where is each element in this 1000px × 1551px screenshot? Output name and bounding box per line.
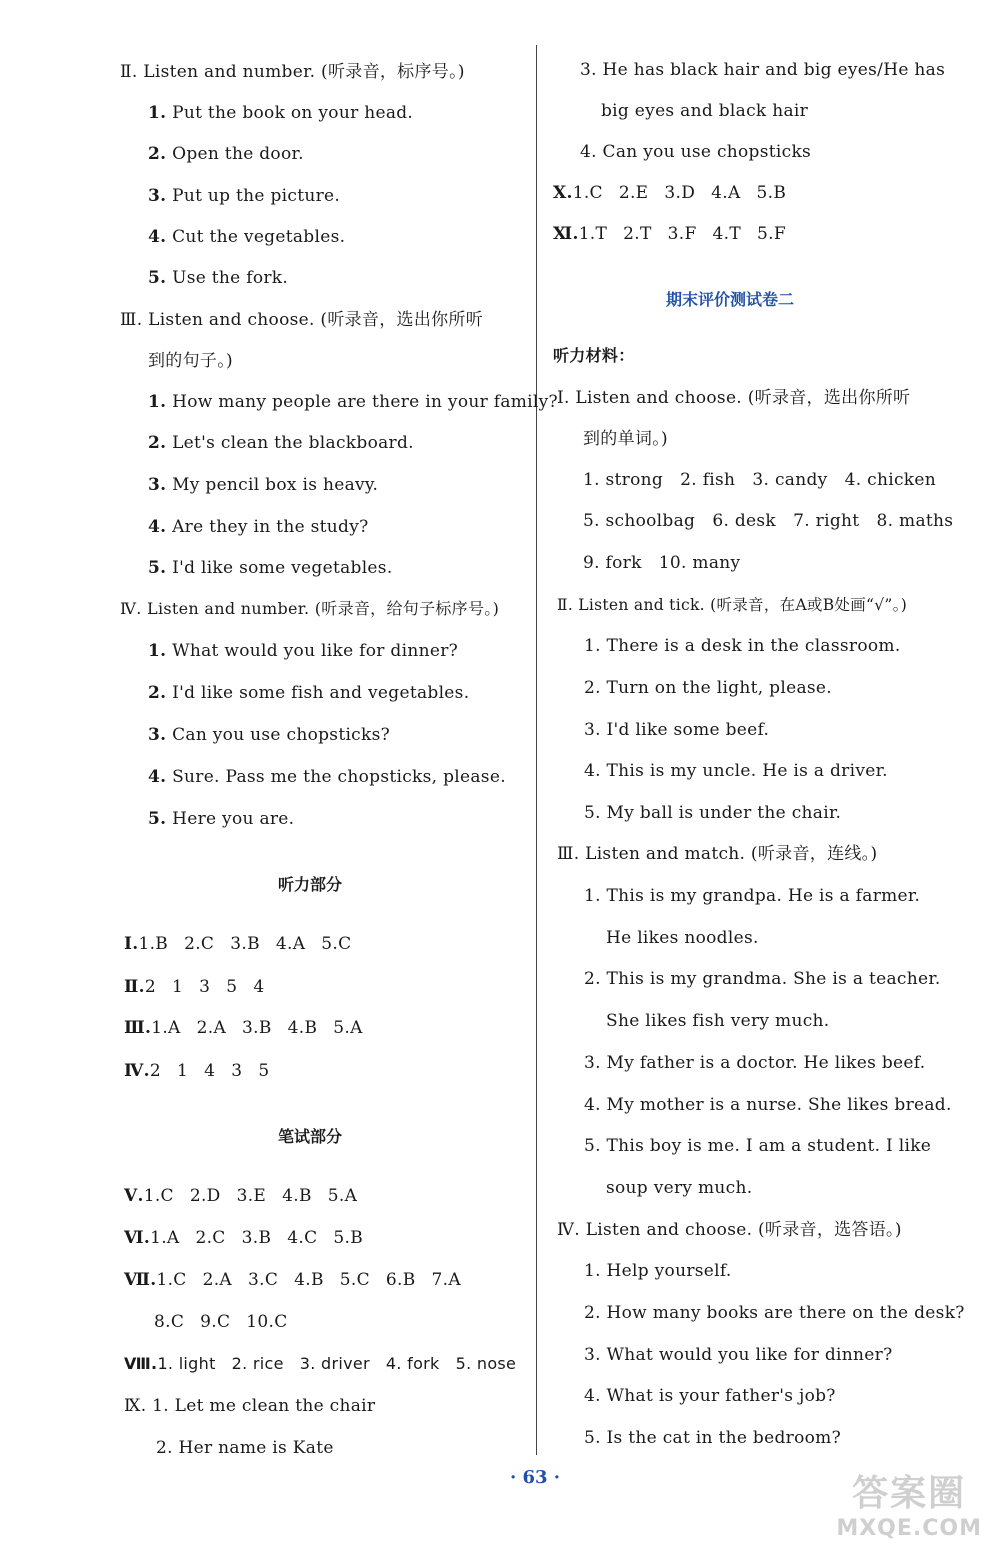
answer-item: 3.E <box>236 1186 267 1206</box>
answer-row <box>154 1311 288 1333</box>
answer-item: 7.A <box>431 1270 461 1290</box>
section-3-title: Ⅲ. Listen and choose. (听录音，选出你所听 <box>120 310 484 330</box>
item-text: Are they in the study? <box>172 517 369 537</box>
answer-item: 2. rice <box>231 1354 284 1373</box>
list-item: 4. This is my uncle. He is a driver. <box>584 761 888 781</box>
item-text: Open the door. <box>172 144 304 164</box>
list-item <box>148 432 414 454</box>
answer-item: 2.C <box>184 934 215 954</box>
answer-item: 9.C <box>200 1312 231 1332</box>
answer-item: 2 <box>144 977 156 997</box>
section-3-title-cont: 到的句子。) <box>148 351 233 371</box>
answer-item: 1 <box>176 1061 189 1081</box>
list-item <box>148 226 345 248</box>
item-text: Can you use chopsticks? <box>172 725 391 745</box>
answer-label: Ⅹ. <box>553 183 573 203</box>
answer-label: Ⅴ. <box>124 1186 144 1206</box>
answer-item: 5.B <box>756 183 787 203</box>
section-4-title: Ⅳ. Listen and choose. (听录音，选答语。) <box>557 1220 902 1240</box>
answer-row <box>124 933 351 955</box>
item-number: 5. <box>148 268 167 288</box>
list-item: 1. There is a desk in the classroom. <box>584 636 901 656</box>
answer-item: 2.C <box>195 1228 226 1248</box>
answer-item: 4. fork <box>385 1354 440 1373</box>
answer-item: 5.C <box>339 1270 370 1290</box>
listening-heading: 听力部分 <box>278 875 343 894</box>
item-number: 2. <box>148 144 167 164</box>
answer-label: Ⅵ. <box>124 1228 151 1248</box>
item-number: 5. <box>148 558 167 578</box>
answer-row <box>124 1185 357 1207</box>
section-1-title: Ⅰ. Listen and choose. (听录音，选出你所听 <box>557 388 911 408</box>
answer-row <box>124 976 264 998</box>
answer-item: 1.A <box>151 1018 181 1038</box>
list-item <box>148 682 469 704</box>
item-number: 4. <box>148 227 167 247</box>
item-text: What would you like for dinner? <box>172 641 459 661</box>
answer-item: 5.A <box>333 1018 363 1038</box>
answer-item: 8.C <box>154 1312 185 1332</box>
list-item: 5. My ball is under the chair. <box>584 803 842 823</box>
answer-item: 3. driver <box>299 1354 370 1373</box>
answer-row <box>124 1269 461 1291</box>
answer-item: 5.A <box>327 1186 358 1206</box>
answer-label: Ⅱ. <box>124 977 145 997</box>
item-number: 4. <box>148 767 167 787</box>
watermark-logo: 答案圈 <box>852 1473 967 1514</box>
answer-row <box>553 182 786 204</box>
list-item <box>148 557 393 579</box>
answer-item: 1 <box>171 977 184 997</box>
word-list-line: 5. schoolbag 6. desk 7. right 8. maths <box>583 511 954 531</box>
answer-item: 1.C <box>143 1186 174 1206</box>
list-item <box>148 808 294 830</box>
list-item <box>148 102 413 124</box>
section-2-title: Ⅱ. Listen and tick. (听录音，在A或B处画“√”。) <box>557 596 908 614</box>
answer-item: 4.A <box>711 183 741 203</box>
item-text: My pencil box is heavy. <box>172 475 379 495</box>
section-3-title: Ⅲ. Listen and match. (听录音，连线。) <box>557 844 878 864</box>
item-text: Sure. Pass me the chopsticks, please. <box>172 767 506 787</box>
list-item <box>148 267 288 289</box>
answer-item: 1.C <box>156 1270 187 1290</box>
word-list-line: 9. fork 10. many <box>583 553 741 573</box>
watermark <box>836 1465 982 1541</box>
answer-row <box>124 1060 269 1082</box>
answer-row <box>124 1227 363 1249</box>
item-number: 2. <box>148 683 167 703</box>
answer-item: 4.B <box>287 1018 318 1038</box>
answer-item: 1.A <box>150 1228 180 1248</box>
item-number: 1. <box>148 392 167 412</box>
answer-item: 3.B <box>230 934 260 954</box>
test-2-heading: 期末评价测试卷二 <box>666 290 795 309</box>
item-text: I'd like some fish and vegetables. <box>172 683 470 703</box>
item-text: I'd like some vegetables. <box>172 558 393 578</box>
list-item <box>148 766 506 788</box>
answer-item: 3 <box>199 977 211 997</box>
item-text: Let's clean the blackboard. <box>172 433 414 453</box>
list-item-cont: She likes fish very much. <box>606 1011 830 1031</box>
answer-item: 4.B <box>294 1270 324 1290</box>
answer-item: 1.B <box>138 934 169 954</box>
answer-item: 5 <box>226 977 238 997</box>
item-number: 3. <box>148 186 167 206</box>
section-4-title: Ⅳ. Listen and number. (听录音，给句子标序号。) <box>120 599 500 618</box>
answer-item: 5.C <box>321 934 352 954</box>
list-item <box>148 185 340 207</box>
answer-row <box>124 1017 363 1039</box>
answer-label: Ⅶ. <box>124 1270 157 1290</box>
answer-item: 3.F <box>667 224 697 244</box>
list-item-cont: soup very much. <box>606 1178 753 1198</box>
item-number: 3. <box>148 725 167 745</box>
answer-item: 5. nose <box>455 1354 517 1373</box>
answer-item: 2 <box>149 1061 161 1081</box>
item-text: How many people are there in your family? <box>172 392 558 412</box>
answer-item: 5.B <box>333 1228 364 1248</box>
list-item: 3. My father is a doctor. He likes beef. <box>584 1053 926 1073</box>
list-item: 4. My mother is a nurse. She likes bread. <box>584 1095 952 1115</box>
answer-item: 1.T <box>578 224 608 244</box>
answer-label: Ⅲ. <box>124 1018 152 1038</box>
answer-item: 1. light <box>157 1354 216 1373</box>
list-item: 5. Is the cat in the bedroom? <box>584 1428 841 1448</box>
item-text: Here you are. <box>172 809 295 829</box>
answer-item: 3 <box>231 1061 243 1081</box>
page-number: · 63 · <box>509 1467 561 1488</box>
answer-line: 4. Can you use chopsticks <box>580 142 812 162</box>
list-item <box>148 516 369 538</box>
answer-item: 3.C <box>248 1270 279 1290</box>
answer-item: 4.B <box>282 1186 312 1206</box>
answer-item: 4.A <box>275 934 306 954</box>
answer-item: 3.B <box>242 1018 272 1038</box>
answer-item: 5.F <box>757 224 786 244</box>
answer-item: 2.E <box>618 183 649 203</box>
section-9-line: 2. Her name is Kate <box>156 1438 334 1458</box>
answer-item: 5 <box>258 1061 270 1081</box>
word-list-line: 1. strong 2. fish 3. candy 4. chicken <box>583 470 937 490</box>
item-number: 3. <box>148 475 167 495</box>
item-number: 5. <box>148 809 167 829</box>
item-number: 4. <box>148 517 167 537</box>
answer-label: Ⅺ. <box>553 224 579 244</box>
answer-label: Ⅷ. <box>124 1354 158 1373</box>
answer-item: 4.C <box>287 1228 318 1248</box>
section-2-title: Ⅱ. Listen and number. (听录音，标序号。) <box>120 62 465 82</box>
answer-item: 4 <box>253 977 265 997</box>
answer-item: 1.C <box>572 183 603 203</box>
answer-item: 3.D <box>664 183 696 203</box>
list-item: 1. Help yourself. <box>584 1261 732 1281</box>
answer-row <box>124 1353 516 1375</box>
list-item: 5. This boy is me. I am a student. I like <box>584 1136 932 1156</box>
list-item-cont: He likes noodles. <box>606 928 759 948</box>
answer-item: 2.A <box>202 1270 232 1290</box>
answer-label: Ⅳ. <box>124 1061 150 1081</box>
list-item: 1. This is my grandpa. He is a farmer. <box>584 886 921 906</box>
item-text: Use the fork. <box>172 268 289 288</box>
answer-line: 3. He has black hair and big eyes/He has <box>580 60 946 80</box>
item-text: Put up the picture. <box>172 186 341 206</box>
answer-label: Ⅰ. <box>124 934 139 954</box>
list-item: 4. What is your father's job? <box>584 1386 836 1406</box>
item-number: 2. <box>148 433 167 453</box>
written-heading: 笔试部分 <box>278 1127 343 1146</box>
column-divider <box>536 45 537 1455</box>
item-number: 1. <box>148 103 167 123</box>
list-item: 3. I'd like some beef. <box>584 720 770 740</box>
watermark-url: MXQE.COM <box>836 1516 982 1541</box>
answer-item: 6.B <box>385 1270 416 1290</box>
answer-item: 4 <box>204 1061 216 1081</box>
item-text: Cut the vegetables. <box>172 227 346 247</box>
materials-label: 听力材料： <box>553 346 635 365</box>
answer-item: 2.T <box>623 224 652 244</box>
list-item: 2. How many books are there on the desk? <box>584 1303 965 1323</box>
item-text: Put the book on your head. <box>172 103 414 123</box>
section-1-title-cont: 到的单词。) <box>583 429 668 449</box>
list-item: 3. What would you like for dinner? <box>584 1345 893 1365</box>
answer-line: big eyes and black hair <box>601 101 809 121</box>
list-item <box>148 391 558 413</box>
list-item: 2. Turn on the light, please. <box>584 678 832 698</box>
list-item: 2. This is my grandma. She is a teacher. <box>584 969 941 989</box>
list-item <box>148 143 304 165</box>
answer-item: 3.B <box>241 1228 272 1248</box>
answer-row <box>553 223 786 245</box>
answer-item: 2.D <box>189 1186 221 1206</box>
answer-item: 4.T <box>712 224 742 244</box>
list-item <box>148 724 390 746</box>
list-item <box>148 474 378 496</box>
answer-item: 2.A <box>196 1018 227 1038</box>
answer-item: 10.C <box>246 1312 288 1332</box>
item-number: 1. <box>148 641 167 661</box>
section-9-line: Ⅸ. 1. Let me clean the chair <box>124 1396 376 1416</box>
list-item <box>148 640 458 662</box>
